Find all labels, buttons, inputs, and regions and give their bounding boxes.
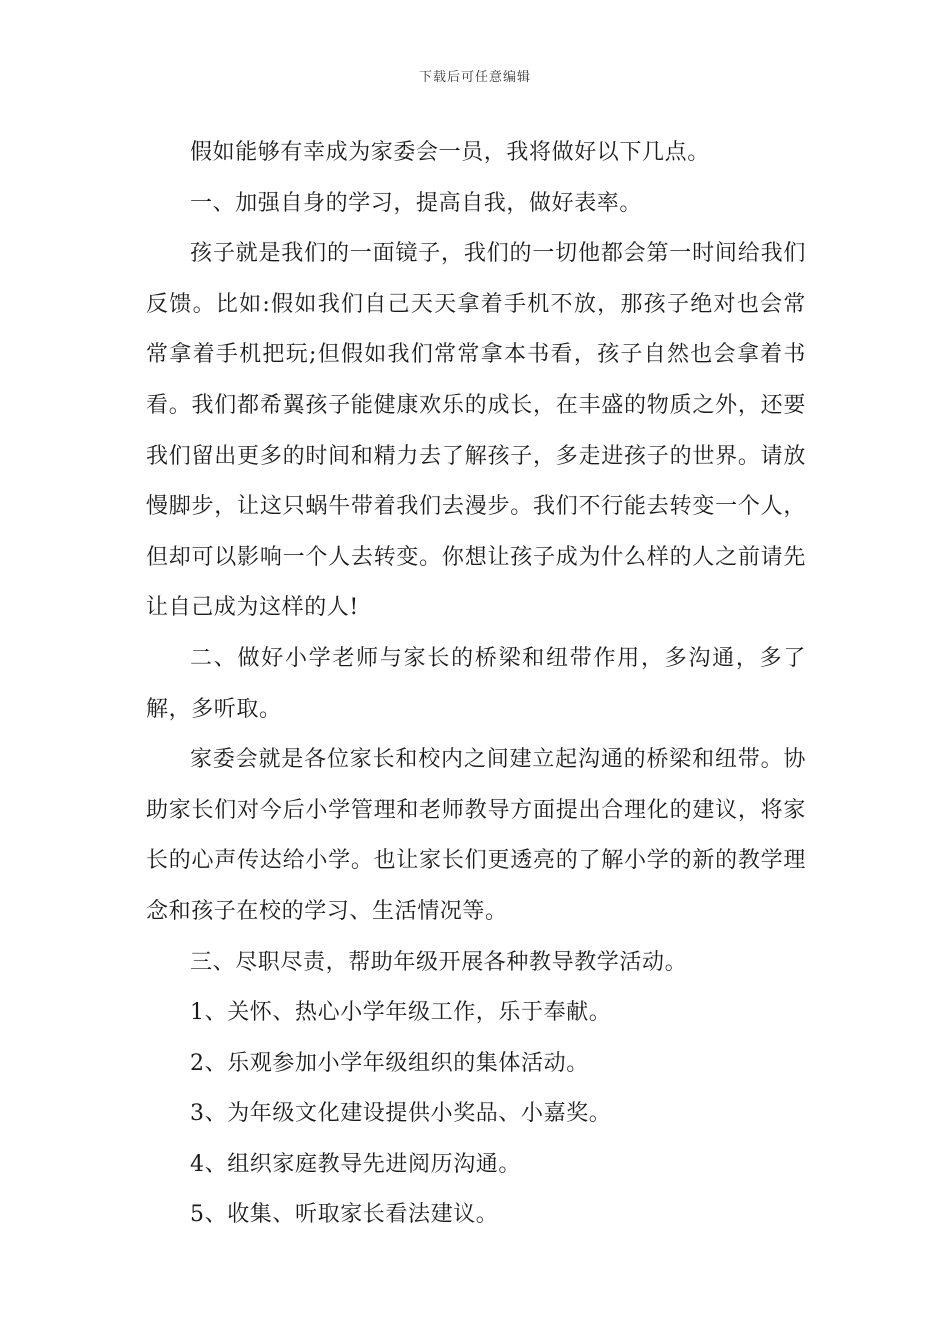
section-heading-3: 三、尽职尽责，帮助年级开展各种教导教学活动。	[190, 949, 688, 975]
page-header: 下载后可任意编辑	[418, 70, 531, 85]
list-item-2: 2、乐观参加小学年级组织的集体活动。	[190, 1050, 589, 1076]
list-item-3: 3、为年级文化建设提供小奖品、小嘉奖。	[190, 1101, 612, 1127]
paragraph-mirror: 孩子就是我们的一面镜子，我们的一切他都会第一时间给我们反馈。比如:假如我们自己天天拿着手机不放，那孩子绝对也会常常拿着手机把玩;但假如我们常常拿本书看，孩子自然也会拿着书看。我们都希翼孩子能健康欢乐的成长，在丰盛的物质之外，还要我们留出更多的时间和精力去了解孩子，多走进孩子的世界。请放慢脚步，让这只蜗牛带着我们去漫步。我们不行能去转变一个人，但却可以影响一个人去转变。你想让孩子成为什么样的人之前请先让自己成为这样的人!	[146, 241, 806, 621]
document-body	[146, 128, 806, 1241]
list-item-5: 5、收集、听取家长看法建议。	[190, 1202, 499, 1228]
list-item-4: 4、组织家庭教导先进阅历沟通。	[190, 1151, 521, 1177]
paragraph-intro: 假如能够有幸成为家委会一员，我将做好以下几点。	[190, 140, 710, 165]
list-item-1: 1、关怀、热心小学年级工作，乐于奉献。	[190, 1000, 612, 1026]
section-heading-1: 一、加强自身的学习，提高自我，做好表率。	[190, 190, 643, 216]
section-heading-2: 二、做好小学老师与家长的桥梁和纽带作用，多沟通，多了解，多听取。	[146, 645, 806, 722]
paragraph-bridge: 家委会就是各位家长和校内之间建立起沟通的桥梁和纽带。协助家长们对今后小学管理和老师教导方面提出合理化的建议，将家长的心声传达给小学。也让家长们更透亮的了解小学的新的教学理念和孩子在校的学习、生活情况等。	[146, 747, 806, 924]
